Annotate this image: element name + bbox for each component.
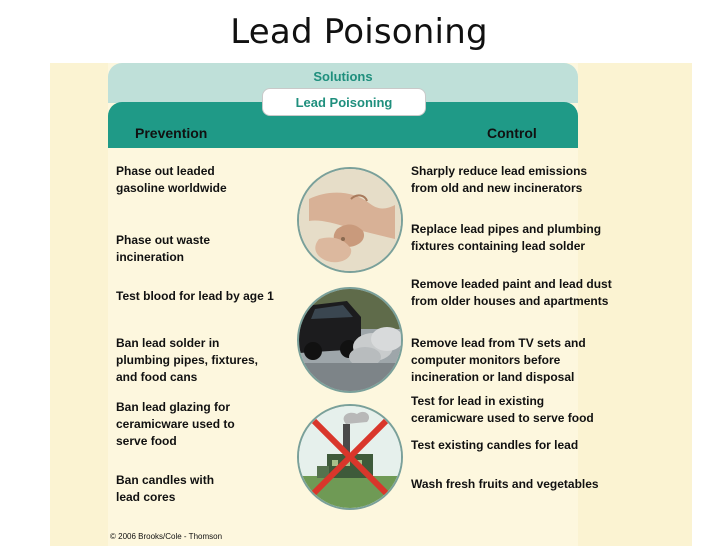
control-heading: Control xyxy=(487,125,537,141)
control-item: Remove leaded paint and lead dust from older houses and apartments xyxy=(411,277,612,308)
topic-tab: Lead Poisoning xyxy=(262,88,426,116)
prevention-item: Test blood for lead by age 1 xyxy=(116,289,274,303)
control-item: Sharply reduce lead emissions from old and new incinerators xyxy=(411,164,588,195)
control-item: Test existing candles for lead xyxy=(411,438,579,452)
car-exhaust-photo-icon xyxy=(297,287,403,393)
prevention-item: Phase out leaded gasoline worldwide xyxy=(116,164,227,195)
child-hands-photo-icon xyxy=(297,167,403,273)
control-item: Remove lead from TV sets and computer monitors before incineration or land disposal xyxy=(411,336,586,384)
control-item: Test for lead in existing ceramicware used to serve food xyxy=(411,394,594,425)
prevention-item: Ban candles with lead cores xyxy=(116,473,215,504)
crossed-out-incinerator-icon xyxy=(297,404,403,510)
copyright-credit: © 2006 Brooks/Cole - Thomson xyxy=(110,532,223,541)
control-item: Replace lead pipes and plumbing fixtures containing lead solder xyxy=(411,222,602,253)
prevention-item: Ban lead solder in plumbing pipes, fixtures, and food cans xyxy=(116,336,259,384)
solutions-label: Solutions xyxy=(313,69,373,84)
slide-title: Lead Poisoning xyxy=(230,12,488,52)
prevention-item: Ban lead glazing for ceramicware used to serve food xyxy=(116,400,235,448)
prevention-item: Phase out waste incineration xyxy=(116,233,211,264)
side-band-left xyxy=(50,63,108,546)
prevention-heading: Prevention xyxy=(135,125,208,141)
control-item: Wash fresh fruits and vegetables xyxy=(411,477,599,491)
